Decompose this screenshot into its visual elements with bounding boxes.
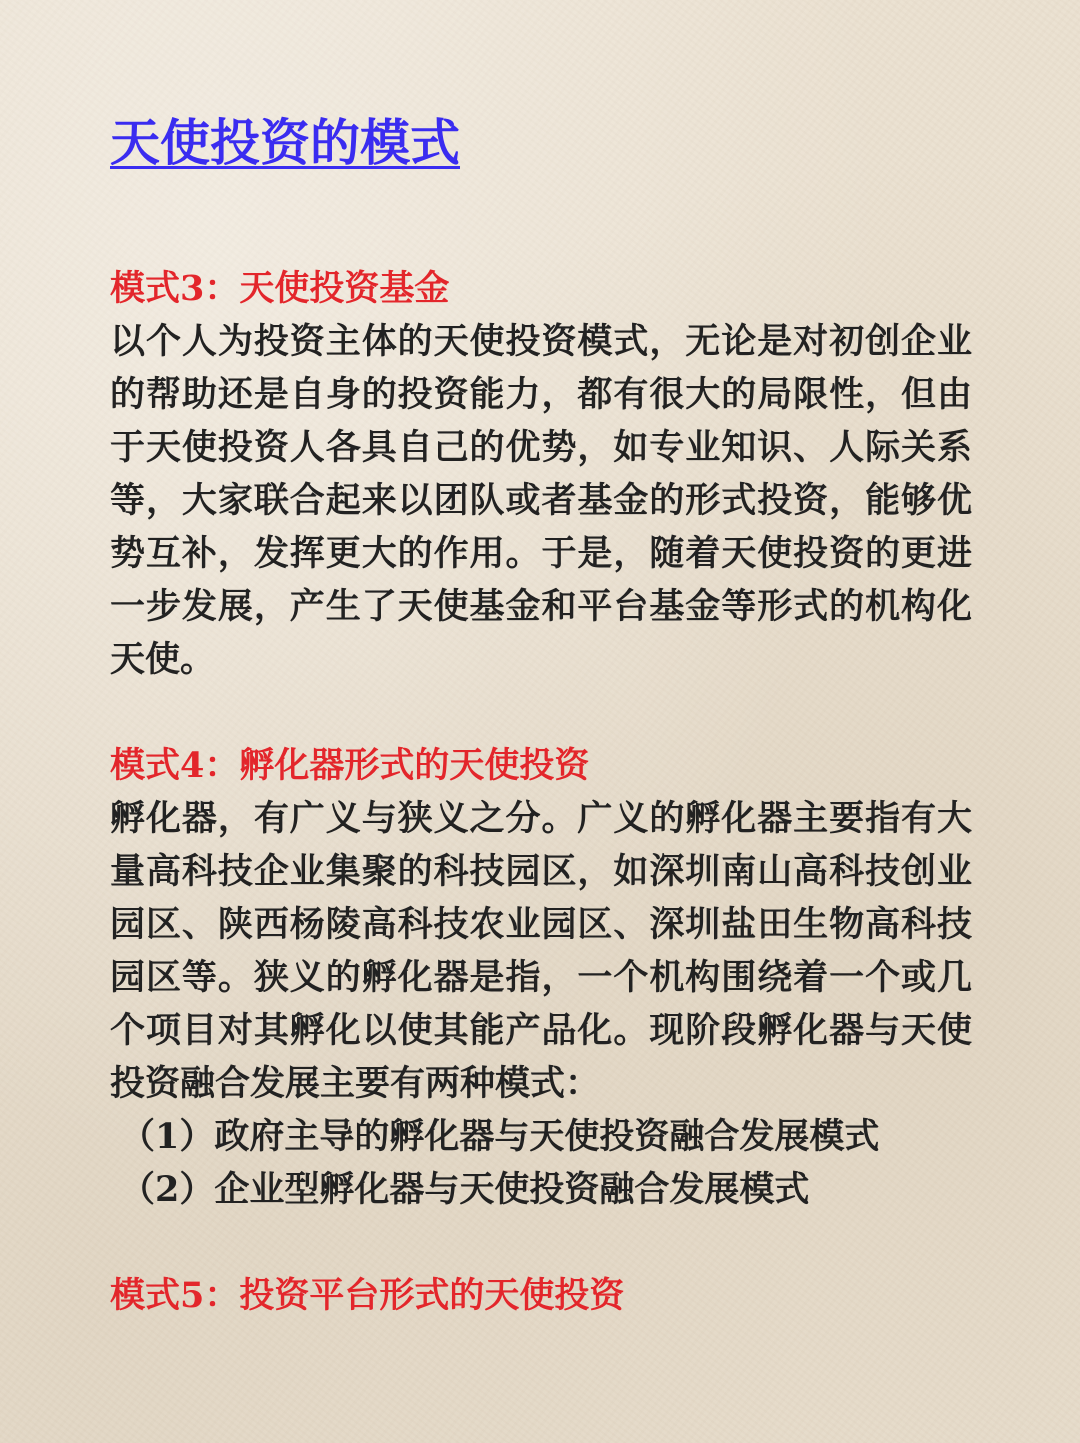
section-paragraph: 以个人为投资主体的天使投资模式，无论是对初创企业的帮助还是自身的投资能力，都有很大的局限性，但由于天使投资人各具自己的优势，如专业知识、人际关系等，大家联合起来以团队或者基金的形式投资，能够优势互补，发挥更大的作用。于是，随着天使投资的更进一步发展，产生了天使基金和平台基金等形式的机构化天使。 xyxy=(110,321,972,680)
section-heading: 模式5：投资平台形式的天使投资 xyxy=(110,1275,625,1316)
spacer xyxy=(110,178,972,262)
spacer xyxy=(110,686,972,739)
section-heading: 模式4：孵化器形式的天使投资 xyxy=(110,745,590,786)
section-heading: 模式3：天使投资基金 xyxy=(110,268,450,309)
article xyxy=(110,108,972,1322)
section-mode-3 xyxy=(110,262,972,686)
section-mode-5 xyxy=(110,1269,972,1322)
section-mode-4 xyxy=(110,739,972,1216)
list-item: （1）政府主导的孵化器与天使投资融合发展模式 xyxy=(120,1116,880,1157)
section-paragraph: 孵化器，有广义与狭义之分。广义的孵化器主要指有大量高科技企业集聚的科技园区，如深圳南山高科技创业园区、陕西杨陵高科技农业园区、深圳盐田生物高科技园区等。狭义的孵化器是指，一个机构围绕着一个或几个项目对其孵化以使其能产品化。现阶段孵化器与天使投资融合发展主要有两种模式： xyxy=(110,798,972,1104)
spacer xyxy=(110,1216,972,1269)
list-item: （2）企业型孵化器与天使投资融合发展模式 xyxy=(120,1169,810,1210)
page-title[interactable]: 天使投资的模式 xyxy=(110,113,460,172)
